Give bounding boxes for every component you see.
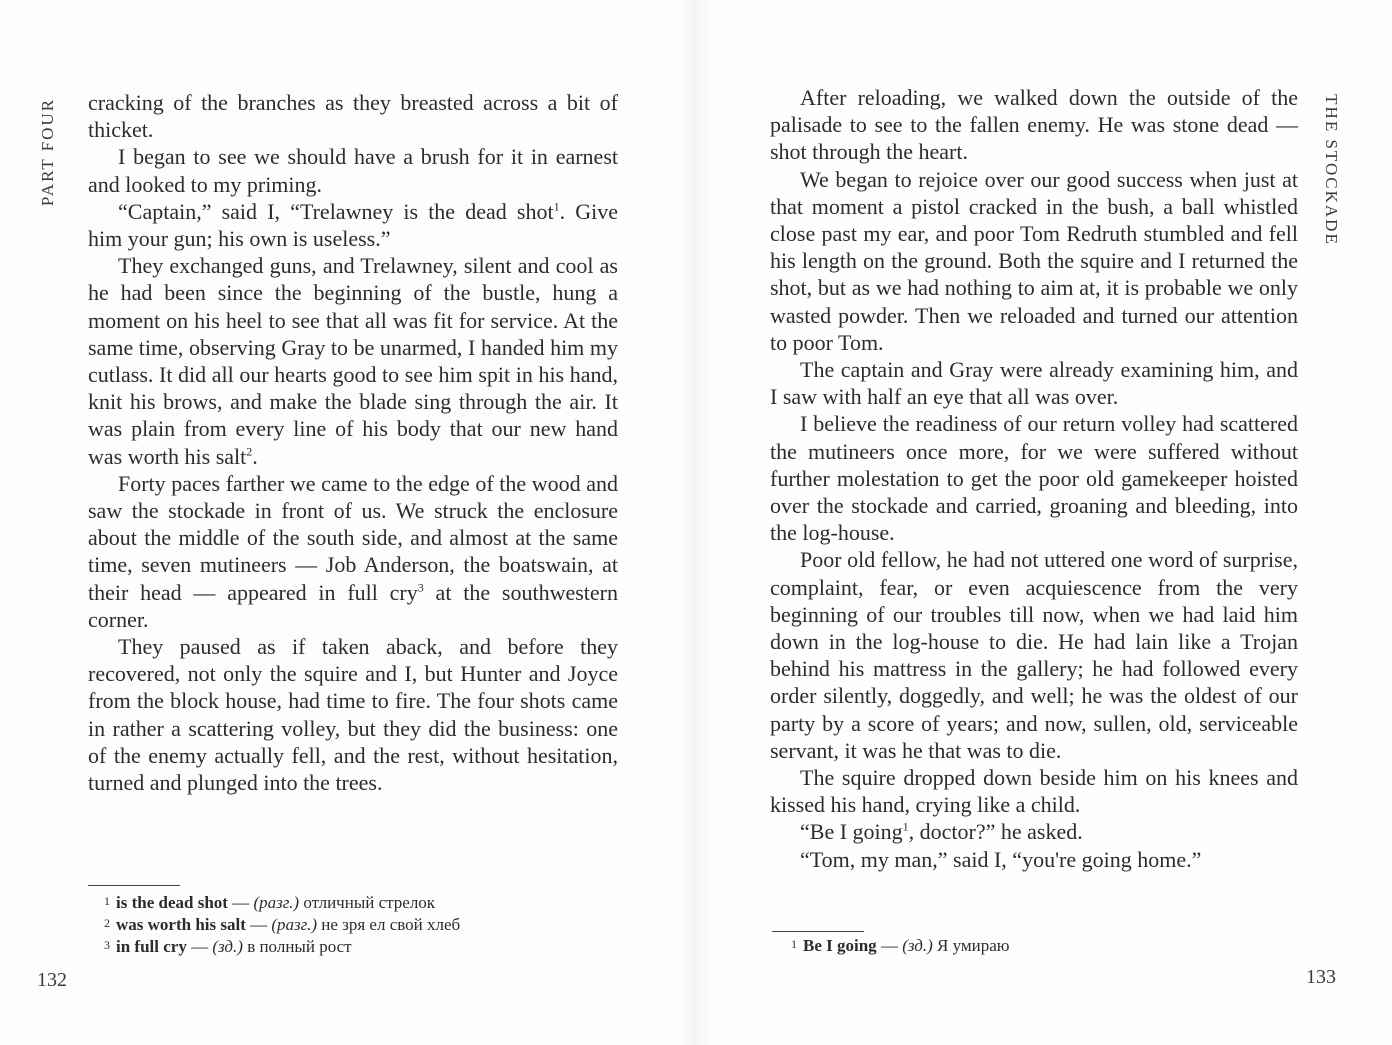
footnote-term: was worth his salt <box>116 915 246 934</box>
footnote-note: (разг.) <box>253 893 300 912</box>
footnotes-right <box>791 935 1283 957</box>
paragraph <box>770 764 1298 818</box>
footnote <box>104 914 636 936</box>
paragraph <box>770 410 1298 546</box>
footnote-dash: — <box>876 936 903 955</box>
paragraph <box>770 84 1298 166</box>
paragraph-text: at the southwestern corner. <box>88 579 618 632</box>
book-gutter <box>676 0 716 1045</box>
footnote-note: (зд.) <box>212 937 243 956</box>
footnote-marker: 3 <box>417 580 424 595</box>
footnote-number: 1 <box>791 937 797 951</box>
paragraph-text: Forty paces farther we came to the edge of the wood and saw the stockade in front of us. We struck the enclosure about the middle of the south side, and almost at the same time, seven mutineers — Job Anderson, the boatswain, at their head — appeared in full cry <box>88 470 618 605</box>
paragraph <box>770 356 1298 410</box>
footnote-note: (разг.) <box>271 915 317 934</box>
paragraph <box>88 143 618 197</box>
running-head-left: PART FOUR <box>38 97 57 207</box>
footnote-term: is the dead shot <box>116 893 228 912</box>
paragraph <box>88 89 618 143</box>
paragraph-text: , doctor?” he asked. <box>908 819 1083 845</box>
footnote-marker: 1 <box>553 199 560 214</box>
footnote <box>791 935 1283 957</box>
page-number-left: 132 <box>37 969 67 991</box>
footnote-gloss: отличный стрелок <box>299 893 436 912</box>
paragraph <box>88 470 618 633</box>
footnote-rule-left <box>88 885 180 886</box>
footnote-gloss: Я умираю <box>932 936 1010 955</box>
paragraph <box>88 252 618 470</box>
footnote-term: Be I going <box>803 936 877 955</box>
paragraph-text: The captain and Gray were already examining him, and I saw with half an eye that all was over. <box>770 357 1298 410</box>
footnote-dash: — <box>227 893 254 912</box>
paragraph-text: The squire dropped down beside him on his knees and kissed his hand, crying like a child. <box>770 765 1298 818</box>
paragraph-text: “Be I going <box>800 819 903 845</box>
footnote <box>104 936 636 958</box>
page-number-right: 133 <box>1306 966 1336 988</box>
footnote-marker: 1 <box>902 820 909 835</box>
footnote <box>104 892 636 914</box>
paragraph <box>770 846 1298 873</box>
footnote-rule-right <box>772 931 864 932</box>
footnote-note: (зд.) <box>902 936 933 955</box>
paragraph-text: “Tom, my man,” said I, “you're going home.” <box>800 846 1202 872</box>
paragraph-text: cracking of the branches as they breasted across a bit of thicket. <box>88 90 618 143</box>
paragraph-text: Poor old fellow, he had not uttered one word of surprise, complaint, fear, or even acquiescence from the very beginning of our troubles till now, when we had laid him down in the log-house to die. He had lain like a Trojan behind his mattress in the gallery; he had followed every order silently, doggedly, and well; he was the oldest of our party by a score of years; and now, sullen, old, serviceable servant, it was he that was to die. <box>770 547 1298 763</box>
footnote-gloss: не зря ел свой хлеб <box>317 915 461 934</box>
footnote-number: 2 <box>104 916 110 930</box>
paragraph-text: They exchanged guns, and Trelawney, silent and cool as he had been since the beginning of the bustle, hung a moment on his heel to see that all was fit for service. At the same time, observing Gray to be unarmed, I handed him my cutlass. It did all our hearts good to see him spit in his hand, knit his brows, and make the blade sing through the air. It was plain from every line of his body that our new hand was worth his salt <box>88 253 618 469</box>
paragraph-text: “Captain,” said I, “Trelawney is the dead shot <box>118 198 554 224</box>
paragraph-text: They paused as if taken aback, and before they recovered, not only the squire and I, but Hunter and Joyce from the block house, had time to fire. The four shots came in rather a scattering volley, but they did the business: one of the enemy actually fell, and the rest, without hesitation, turned and plunged into the trees. <box>88 634 618 796</box>
paragraph <box>770 166 1298 356</box>
paragraph-text: I believe the readiness of our return volley had scattered the mutineers once more, for we were suffered without further molestation to get the poor old gamekeeper hoisted over the stockade and carried, groaning and bleeding, into the log-house. <box>770 411 1298 546</box>
paragraph-text: We began to rejoice over our good success when just at that moment a pistol cracked in the bush, a ball whistled close past my ear, and poor Tom Redruth stumbled and fell his length on the ground. Both the squire and I returned the shot, but as we had nothing to aim at, it is probable we only wasted powder. Then we reloaded and turned our attention to poor Tom. <box>770 166 1298 355</box>
right-page-body <box>770 84 1298 873</box>
footnotes-left <box>104 892 636 958</box>
running-head-right: THE STOCKADE <box>1322 94 1341 246</box>
paragraph-text: After reloading, we walked down the outside of the palisade to see to the fallen enemy. He was stone dead — shot through the heart. <box>770 85 1298 165</box>
paragraph-text: . <box>252 443 258 469</box>
footnote-marker: 2 <box>246 444 253 459</box>
footnote-number: 3 <box>104 938 110 952</box>
paragraph <box>88 198 618 252</box>
footnote-term: in full cry <box>116 937 187 956</box>
paragraph <box>770 546 1298 764</box>
paragraph <box>88 633 618 796</box>
paragraph <box>770 818 1298 845</box>
footnote-dash: — <box>245 915 272 934</box>
left-page-body <box>88 89 618 796</box>
paragraph-text: I began to see we should have a brush for it in earnest and looked to my priming. <box>88 144 618 197</box>
footnote-number: 1 <box>104 894 110 908</box>
footnote-gloss: в полный рост <box>242 937 352 956</box>
footnote-dash: — <box>186 937 213 956</box>
paragraph-text: . Give him your gun; his own is useless.” <box>88 198 618 252</box>
